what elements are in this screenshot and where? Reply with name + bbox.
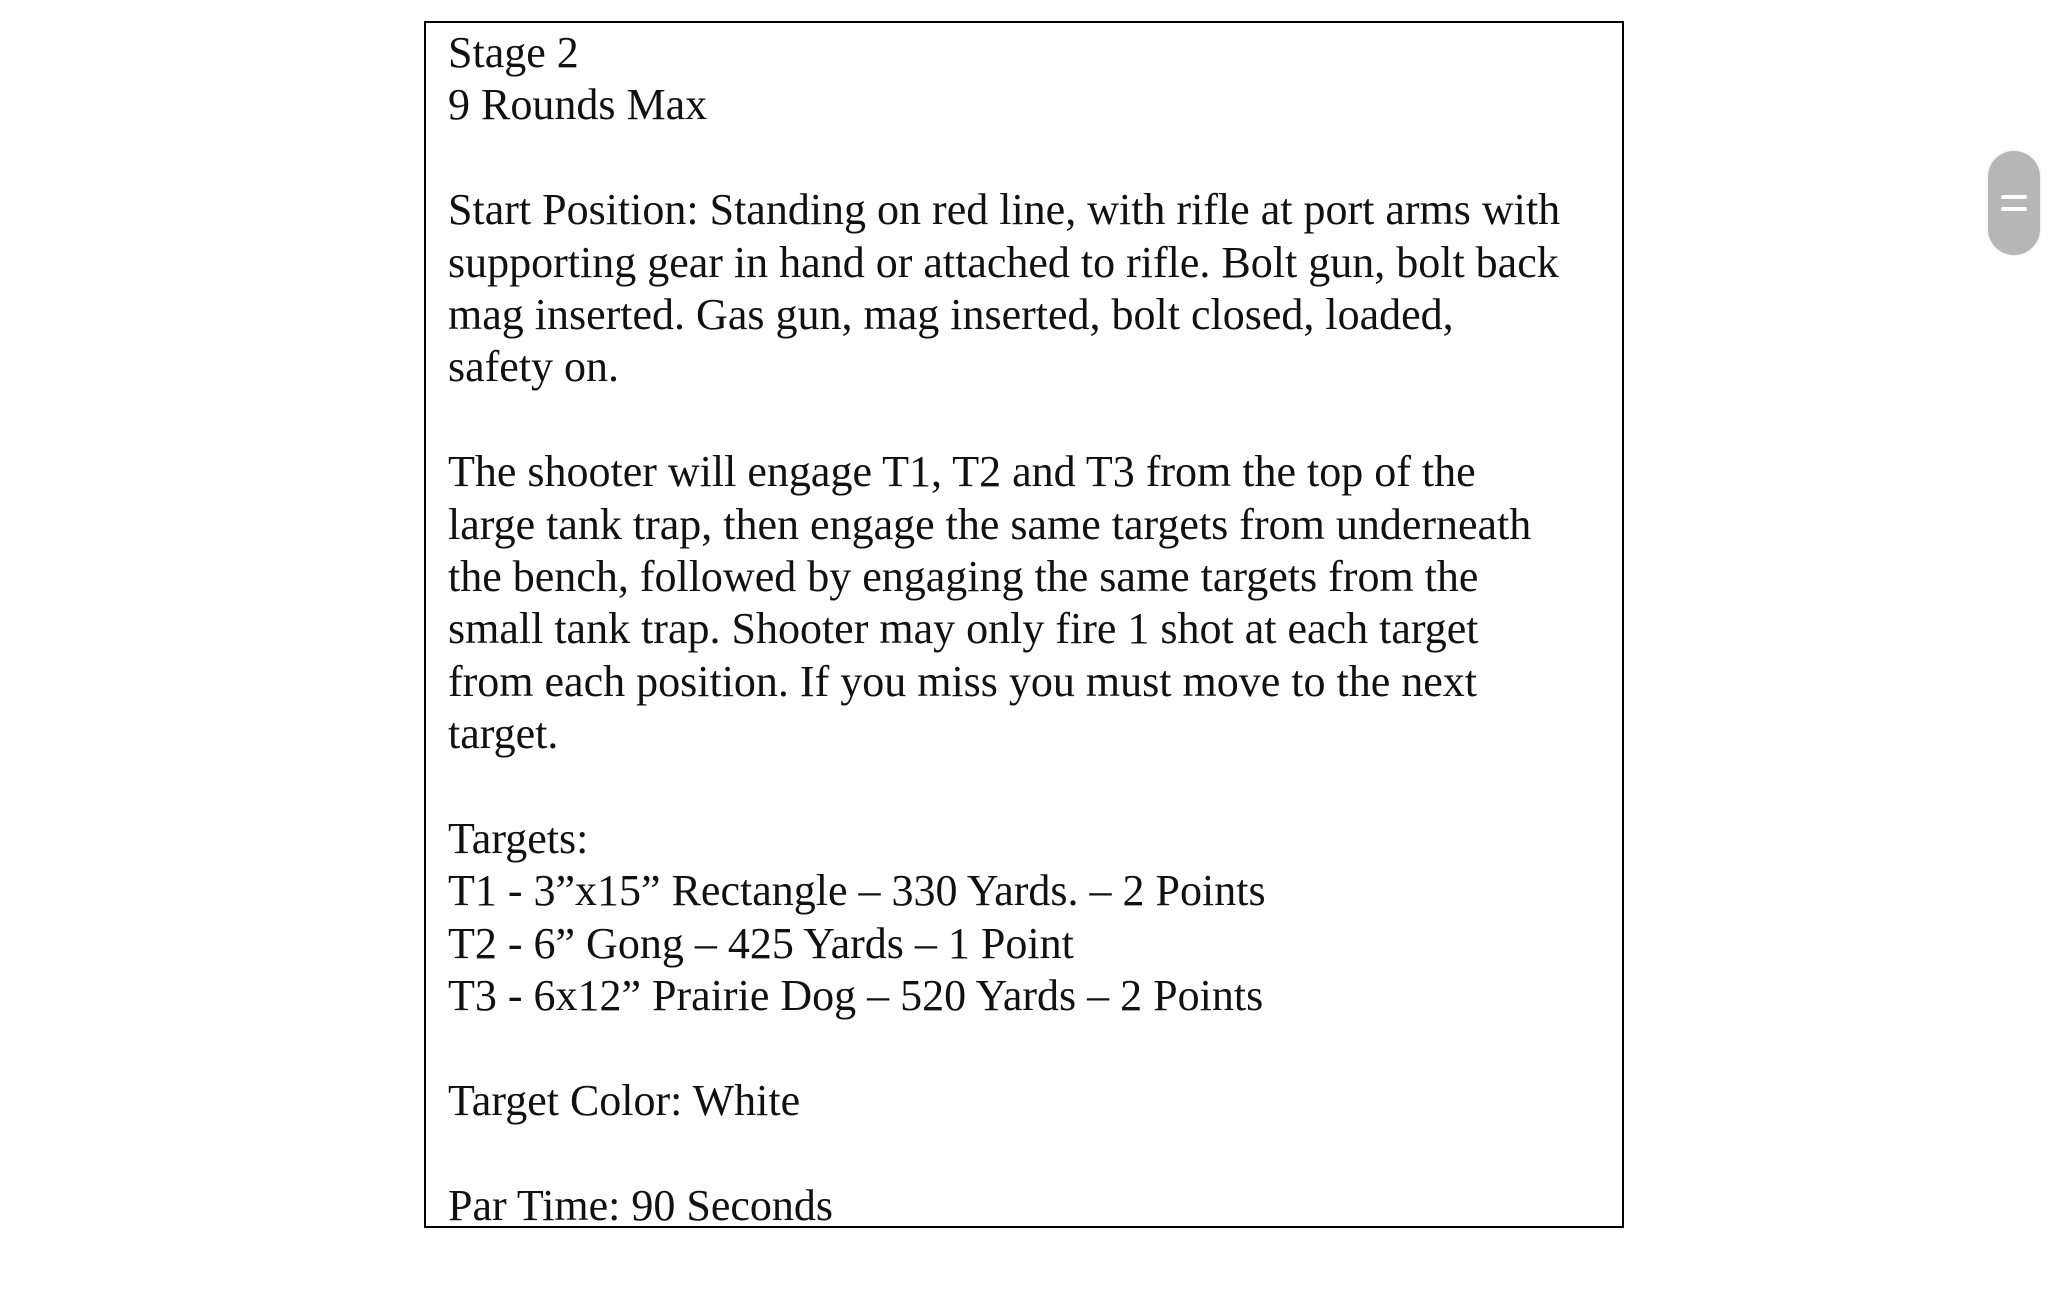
instructions-line: small tank trap. Shooter may only fire 1 shot at each target xyxy=(448,604,1479,654)
spacer xyxy=(448,761,1606,813)
document-box xyxy=(424,21,1624,1228)
spacer xyxy=(448,132,1606,184)
targets-heading: Targets: xyxy=(448,814,589,864)
start-position-line: mag inserted. Gas gun, mag inserted, bolt closed, loaded, xyxy=(448,290,1454,340)
instructions-line: The shooter will engage T1, T2 and T3 from the top of the xyxy=(448,447,1476,497)
spacer xyxy=(448,1023,1606,1075)
document-text xyxy=(448,27,1606,1232)
instructions-line: large tank trap, then engage the same targets from underneath xyxy=(448,499,1532,549)
start-position-line: safety on. xyxy=(448,342,620,392)
start-position-line: Start Position: Standing on red line, with rifle at port arms with xyxy=(448,185,1561,235)
handle-bar xyxy=(2001,195,2027,199)
target-item-t2: T2 - 6” Gong – 425 Yards – 1 Point xyxy=(448,918,1074,968)
target-item-t1: T1 - 3”x15” Rectangle – 330 Yards. – 2 Points xyxy=(448,866,1266,916)
par-time: Par Time: 90 Seconds xyxy=(448,1180,834,1230)
instructions-line: target. xyxy=(448,709,559,759)
spacer xyxy=(448,1127,1606,1179)
stage-title: Stage 2 xyxy=(448,28,579,77)
rounds-max: 9 Rounds Max xyxy=(448,80,708,130)
target-item-t3: T3 - 6x12” Prairie Dog – 520 Yards – 2 Points xyxy=(448,971,1264,1021)
scroll-handle[interactable] xyxy=(1988,151,2040,255)
instructions-line: from each position. If you miss you must move to the next xyxy=(448,656,1477,706)
spacer xyxy=(448,394,1606,446)
handle-bar xyxy=(2001,207,2027,211)
start-position-line: supporting gear in hand or attached to rifle. Bolt gun, bolt back xyxy=(448,237,1559,287)
instructions-line: the bench, followed by engaging the same targets from the xyxy=(448,552,1479,602)
start-position-full xyxy=(426,23,427,24)
target-color: Target Color: White xyxy=(448,1076,801,1126)
